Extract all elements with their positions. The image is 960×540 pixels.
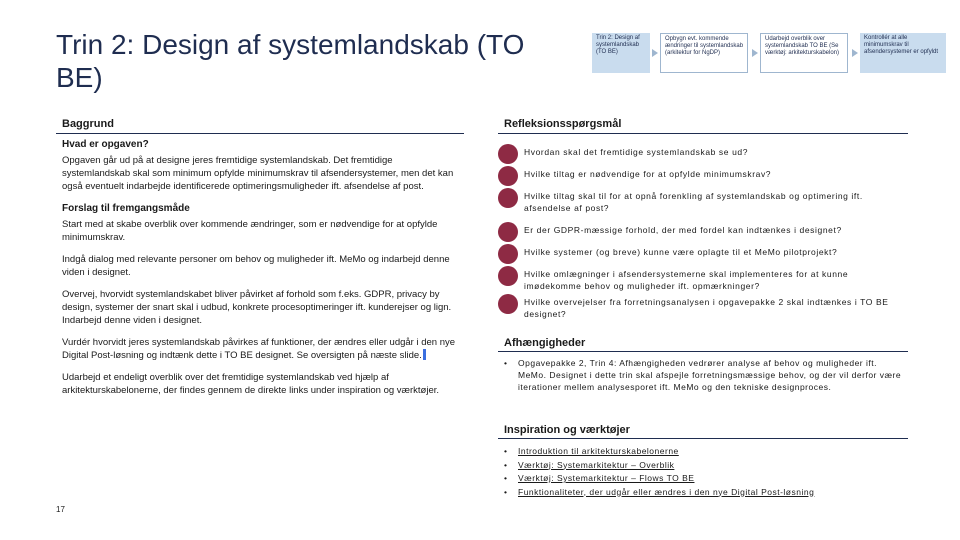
tool-item xyxy=(504,486,904,500)
process-step-2: Opbygn evt. kommende ændringer til systemlandskab (arkitektur for NgDP) xyxy=(660,33,748,73)
approach-paragraph: Overvej, hvorvidt systemlandskabet bliver påvirket af forhold som f.eks. GDPR, privacy by design, systemer der snart skal i udbud, konkrete procesoptimeringer ift. kunderejser og lign. Indarbejd denne viden i designet. xyxy=(62,289,452,326)
question-text: Hvilke omlægninger i afsendersystemerne skal implementeres for at kunne imødekomme behov og muligheder ift. opmærkninger? xyxy=(524,269,849,291)
approach-paragraph: Start med at skabe overblik over kommende ændringer, som er nødvendige for at opfylde minimumskrav. xyxy=(62,219,438,243)
process-step-3: Udarbejd overblik over systemlandskab TO BE (Se værktøj: arkitekturskabelon) xyxy=(760,33,848,73)
reflection-questions xyxy=(498,144,908,322)
right-divider xyxy=(498,133,908,134)
question-text: Hvilke tiltag er nødvendige for at opfylde minimumskrav? xyxy=(524,169,772,179)
question-item xyxy=(498,266,908,294)
bullet-dot-icon xyxy=(498,294,518,314)
arrow-right-icon xyxy=(852,49,858,57)
tools-divider xyxy=(498,438,908,439)
question-item xyxy=(498,222,908,244)
bullet-dot-icon xyxy=(498,244,518,264)
question-text: Hvordan skal det fremtidige systemlandskab se ud? xyxy=(524,147,749,157)
process-diagram xyxy=(592,33,946,73)
approach-heading: Forslag til fremgangsmåde xyxy=(62,203,190,214)
question-text: Er der GDPR-mæssige forhold, der med fordel kan indtænkes i designet? xyxy=(524,225,842,235)
approach-paragraph-text: Vurdér hvorvidt jeres systemlandskab påvirkes af funktioner, der ændres eller udgår i den nye Digital Post-løsning og indtænk dette i TO BE designet. Se oversigten på næste slide. xyxy=(62,337,456,361)
bullet-dot-icon xyxy=(498,144,518,164)
arrow-right-icon xyxy=(652,49,658,57)
question-text: Hvilke tiltag skal til for at opnå forenkling af systemlandskab og optimering ift. afsendelse af post? xyxy=(524,191,863,213)
left-divider xyxy=(56,133,464,134)
text-cursor xyxy=(423,349,426,360)
dependencies-divider xyxy=(498,351,908,352)
question-item xyxy=(498,244,908,266)
tools-heading: Inspiration og værktøjer xyxy=(504,424,630,436)
approach-paragraph: Indgå dialog med relevante personer om behov og muligheder ift. MeMo og indarbejd denne viden i designet. xyxy=(62,254,450,278)
background-section xyxy=(62,138,457,406)
tool-link-flows[interactable]: Værktøj: Systemarkitektur – Flows TO BE xyxy=(518,473,695,483)
bullet-dot-icon xyxy=(498,188,518,208)
tool-item xyxy=(504,472,904,486)
task-heading: Hvad er opgaven? xyxy=(62,139,149,150)
bullet-dot-icon xyxy=(498,166,518,186)
tool-link-overview[interactable]: Værktøj: Systemarkitektur – Overblik xyxy=(518,459,675,470)
arrow-right-icon xyxy=(752,49,758,57)
tool-link-functionalities[interactable]: Funktionaliteter, der udgår eller ændres i den nye Digital Post-løsning xyxy=(518,486,815,497)
dependencies-heading: Afhængigheder xyxy=(504,337,586,349)
process-step-4: Kontrollér at alle minimumskrav til afsendersystemer er opfyldt xyxy=(860,33,946,73)
dependencies-list xyxy=(504,357,904,393)
tool-item xyxy=(504,445,904,459)
tool-link-intro[interactable]: Introduktion til arkitekturskabelonerne xyxy=(518,446,679,456)
page-title: Trin 2: Design af systemlandskab (TO BE) xyxy=(56,29,525,93)
bullet-dot-icon xyxy=(498,222,518,242)
approach-paragraph xyxy=(62,336,457,362)
task-text: Opgaven går ud på at designe jeres fremtidige systemlandskab. Det fremtidige systemlandskab skal som minimum opfylde minimumskrav til afsendersystemer, men det kan også eventuelt indarbejde identificerede optimeringsmuligheder ift. afsendelse af post. xyxy=(62,155,454,192)
bullet-dot-icon xyxy=(498,266,518,286)
tool-item xyxy=(504,459,904,473)
tools-list xyxy=(504,445,904,499)
question-text: Hvilke overvejelser fra forretningsanalysen i opgavepakke 2 skal indtænkes i TO BE designet? xyxy=(524,297,889,319)
question-item xyxy=(498,294,908,322)
question-text: Hvilke systemer (og breve) kunne være oplagte til et MeMo pilotprojekt? xyxy=(524,247,838,257)
page-number: 17 xyxy=(56,505,65,514)
reflection-heading: Refleksionsspørgsmål xyxy=(504,118,622,130)
question-item xyxy=(498,188,908,222)
question-item xyxy=(498,144,908,166)
process-step-1: Trin 2: Design af systemlandskab (TO BE) xyxy=(592,33,650,73)
background-heading: Baggrund xyxy=(62,118,114,130)
dependency-item: • Opgavepakke 2, Trin 4: Afhængigheden vedrører analyse af behov og muligheder ift. MeMo. Designet i dette trin skal afspejle forretningsmæssige behov, og der vil derfor være iterationer mellem analysesporet ift. MeMo og den tekniske designproces. xyxy=(504,357,904,393)
approach-paragraph: Udarbejd et endeligt overblik over det fremtidige systemlandskab ved hjælp af arkitekturskabelonerne, der findes gennem de direkte links under inspiration og værktøjer. xyxy=(62,372,440,396)
question-item xyxy=(498,166,908,188)
